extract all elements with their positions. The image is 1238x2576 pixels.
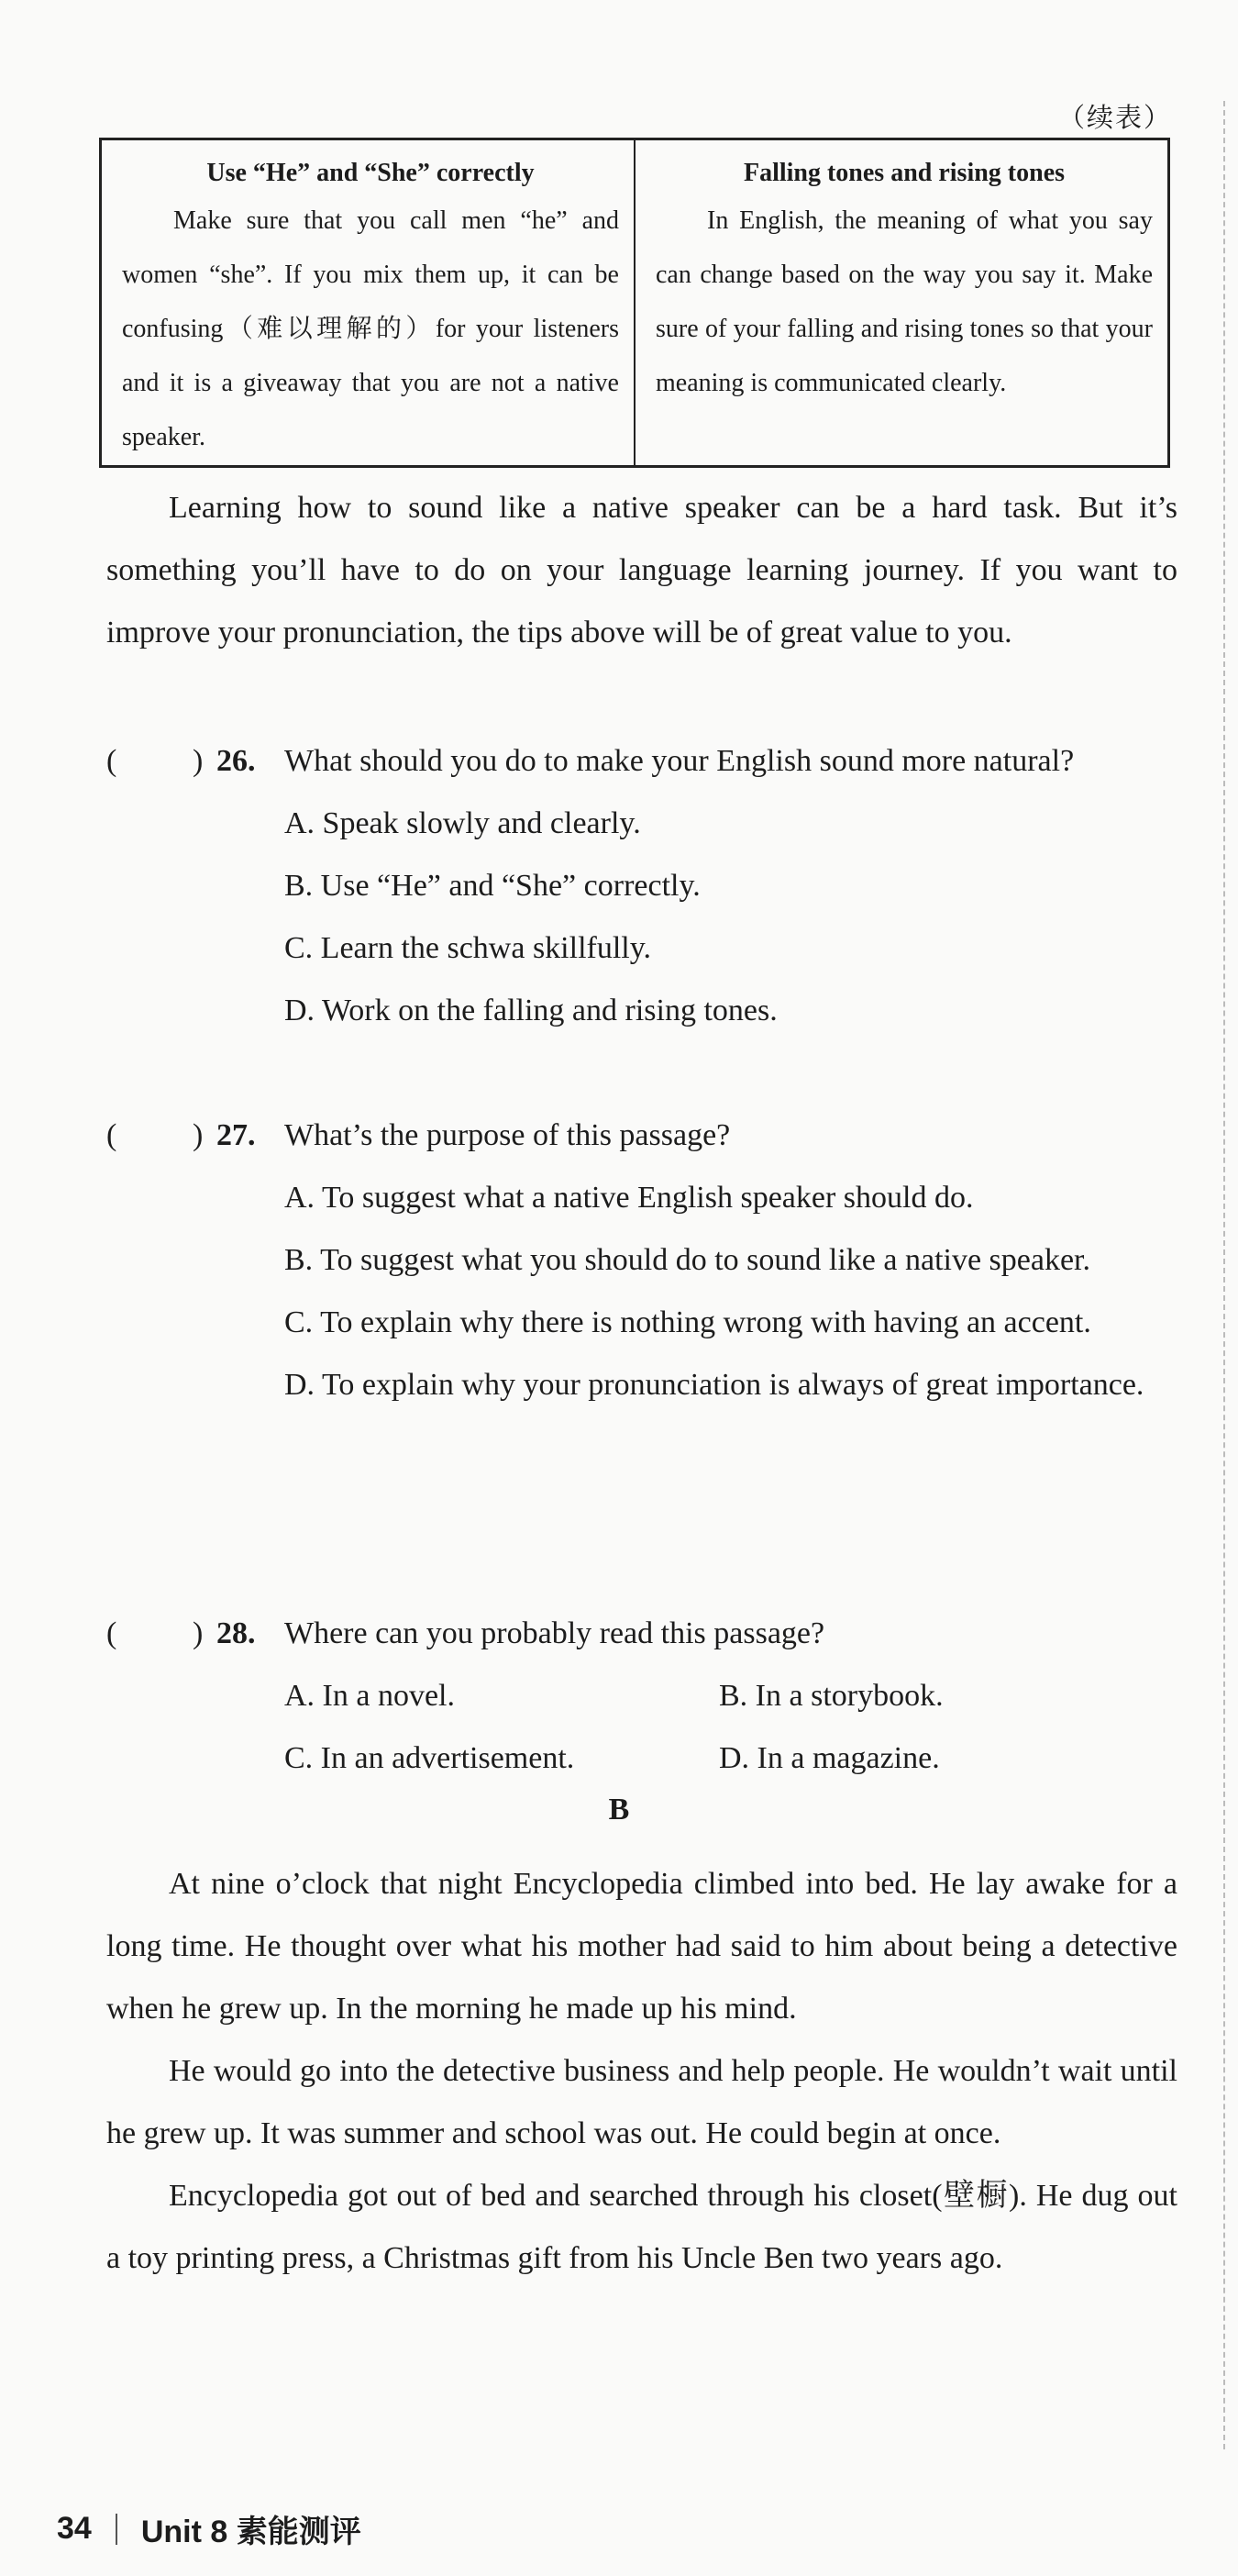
conclusion-paragraph: Learning how to sound like a native speaker can be a hard task. But it’s something you’ll have to do on your language learning journey. If you want to improve your pronunciation, the tips above will be of great value to you. [106,491,1177,650]
page-footer [57,2506,361,2551]
tip-heading: Falling tones and rising tones [743,159,1066,187]
option-b: B. To suggest what you should do to sound like a native speaker. [284,1243,1091,1277]
question-text: Where can you probably read this passage? [284,1616,825,1650]
question-number: 27. [216,1118,256,1152]
tip-body: In English, the meaning of what you say can change based on the way you say it. Make sure of your falling and rising tones so that your meaning is communicated clearly. [656,206,1153,397]
option-d: D. To explain why your pronunciation is always of great importance. [284,1368,1144,1402]
tip-column-he-she [102,140,634,465]
option-b: B. In a storybook. [719,1679,944,1713]
option-c: C. In an advertisement. [284,1741,575,1775]
tip-heading: Use “He” and “She” correctly [206,159,535,187]
question-text: What’s the purpose of this passage? [284,1118,731,1152]
passage-a-conclusion [106,477,1177,664]
tip-column-tones [634,140,1167,465]
continuation-label: （续表） [1057,104,1172,133]
question-text: What should you do to make your English sound more natural? [284,744,1075,778]
option-a: A. To suggest what a native English speaker should do. [284,1181,974,1215]
option-c: C. To explain why there is nothing wrong with having an accent. [284,1305,1091,1339]
passage-b-paragraph-1: At nine o’clock that night Encyclopedia climbed into bed. He lay awake for a long time. He thought over what his mother had said to him about being a detective when he grew up. In the morning he made up his mind. [106,1867,1177,2026]
question-number: 26. [216,744,256,778]
option-a: A. In a novel. [284,1679,456,1713]
footer-divider [116,2514,117,2545]
page-number: 34 [57,2511,92,2546]
answer-paren-open[interactable]: ( [106,1118,117,1152]
option-a: A. Speak slowly and clearly. [284,806,641,840]
passage-b-paragraph-2: He would go into the detective business and help people. He wouldn’t wait until he grew up. It was summer and school was out. He could begin at once. [106,2054,1177,2150]
options-grid [284,1665,1177,1790]
tips-table [99,138,1170,468]
passage-b [106,1853,1177,2290]
option-d: D. Work on the falling and rising tones. [284,994,778,1027]
option-d: D. In a magazine. [719,1741,940,1775]
answer-paren-close: ) [193,1118,204,1152]
answer-paren-close: ) [193,1616,204,1650]
unit-title: Unit 8 素能测评 [140,2515,361,2549]
answer-paren-close: ) [193,744,204,778]
question-28 [106,1603,1177,1790]
answer-paren-open[interactable]: ( [106,744,117,778]
option-b: B. Use “He” and “She” correctly. [284,869,701,903]
question-26 [106,730,1177,1042]
passage-b-paragraph-3: Encyclopedia got out of bed and searched through his closet(壁橱). He dug out a toy printing press, a Christmas gift from his Uncle Ben two years ago. [106,2179,1177,2275]
margin-dotted-rule [1223,101,1225,2449]
tip-body: Make sure that you call men “he” and women “she”. If you mix them up, it can be confusing（难以理解的）for your listeners and it is a giveaway that you are not a native speaker. [122,206,619,451]
section-b-heading: B [608,1793,630,1827]
question-number: 28. [216,1616,256,1650]
answer-paren-open[interactable]: ( [106,1616,117,1650]
option-c: C. Learn the schwa skillfully. [284,931,652,965]
question-27 [106,1105,1177,1416]
